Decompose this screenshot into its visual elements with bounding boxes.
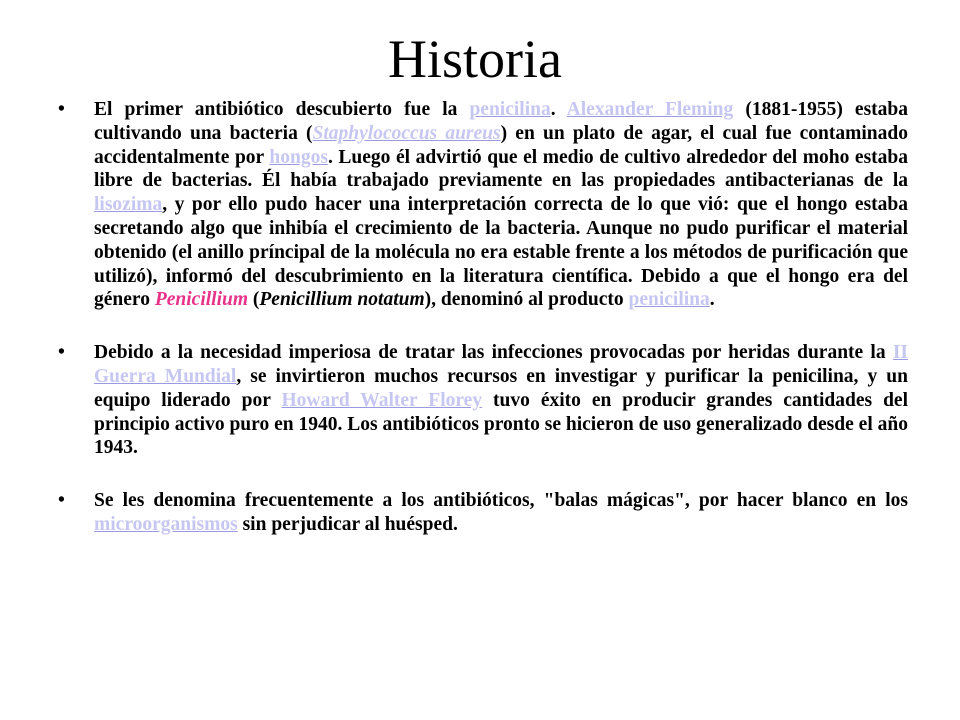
link-hongos[interactable]: hongos: [269, 146, 328, 168]
link-penicilina[interactable]: penicilina: [628, 289, 710, 311]
genus-term: Penicillium: [154, 289, 249, 311]
paragraph-text: tuvo éxito en producir grandes cantidades del principio activo puro en 1940. Los antibióticos pronto se hicieron de uso generalizado desde el año 1943.: [94, 389, 908, 459]
slide-title: Historia: [388, 29, 562, 89]
link-howard-walter-florey[interactable]: Howard Walter Florey: [281, 389, 483, 411]
species-name: Penicillium notatum: [259, 289, 425, 311]
paragraph-text: , y por ello pudo hacer una interpretación correcta de lo que vió: que el hongo estaba secretando algo que inhibía el crecimiento de la bacteria. Aunque no pudo purificar el material obtenido (el anillo príncipal de la molécula no era estable frente a los métodos de purificación que utilizó), informó del descubrimiento en la literatura científica. Debido a que el hongo era del género: [94, 194, 908, 311]
paragraph-text: ) en un plato de agar, el cual fue contaminado accidentalmente por: [94, 122, 908, 168]
bullet-marker: •: [58, 99, 65, 120]
link-lisozima[interactable]: lisozima: [94, 194, 163, 216]
paragraph-text: .: [709, 289, 715, 311]
paragraph-text: (: [248, 289, 260, 311]
bullet-paragraph-2: [58, 341, 908, 460]
link-alexander-fleming[interactable]: Alexander Fleming: [566, 99, 734, 120]
bullet-paragraph-1: [58, 98, 908, 312]
paragraph-text: , se invirtieron muchos recursos en investigar y purificar la penicilina, y un equipo liderado por: [94, 365, 908, 411]
paragraph-text: ), denominó al producto: [424, 289, 629, 311]
paragraph-text: El primer antibiótico descubierto fue la: [94, 99, 470, 120]
bullet-marker: •: [58, 490, 65, 512]
paragraph-text: sin perjudicar al huésped.: [237, 513, 458, 535]
bullet-paragraph-3: [58, 489, 908, 537]
link-microorganismos[interactable]: microorganismos: [94, 513, 238, 535]
paragraph-text: (1881-1955) estaba cultivando una bacteria (: [94, 99, 908, 144]
paragraph-text: . Luego él advirtió que el medio de cultivo alrededor del moho estaba libre de bacterias. Él había trabajado previamente en las propiedades antibacterianas de la: [94, 146, 908, 192]
bullet-marker: •: [58, 342, 65, 364]
link-ii-guerra-mundial[interactable]: II Guerra Mundial: [94, 342, 908, 387]
bullet-list: [58, 98, 908, 537]
paragraph-text: .: [550, 99, 567, 120]
paragraph-text: Debido a la necesidad imperiosa de tratar las infecciones provocadas por heridas durante la: [94, 342, 893, 364]
paragraph-text: Se les denomina frecuentemente a los antibióticos, "balas mágicas", por hacer blanco en los: [94, 490, 908, 512]
link-penicilina[interactable]: penicilina: [469, 99, 551, 120]
link-staphylococcus-aureus[interactable]: Staphylococcus aureus: [312, 122, 501, 144]
